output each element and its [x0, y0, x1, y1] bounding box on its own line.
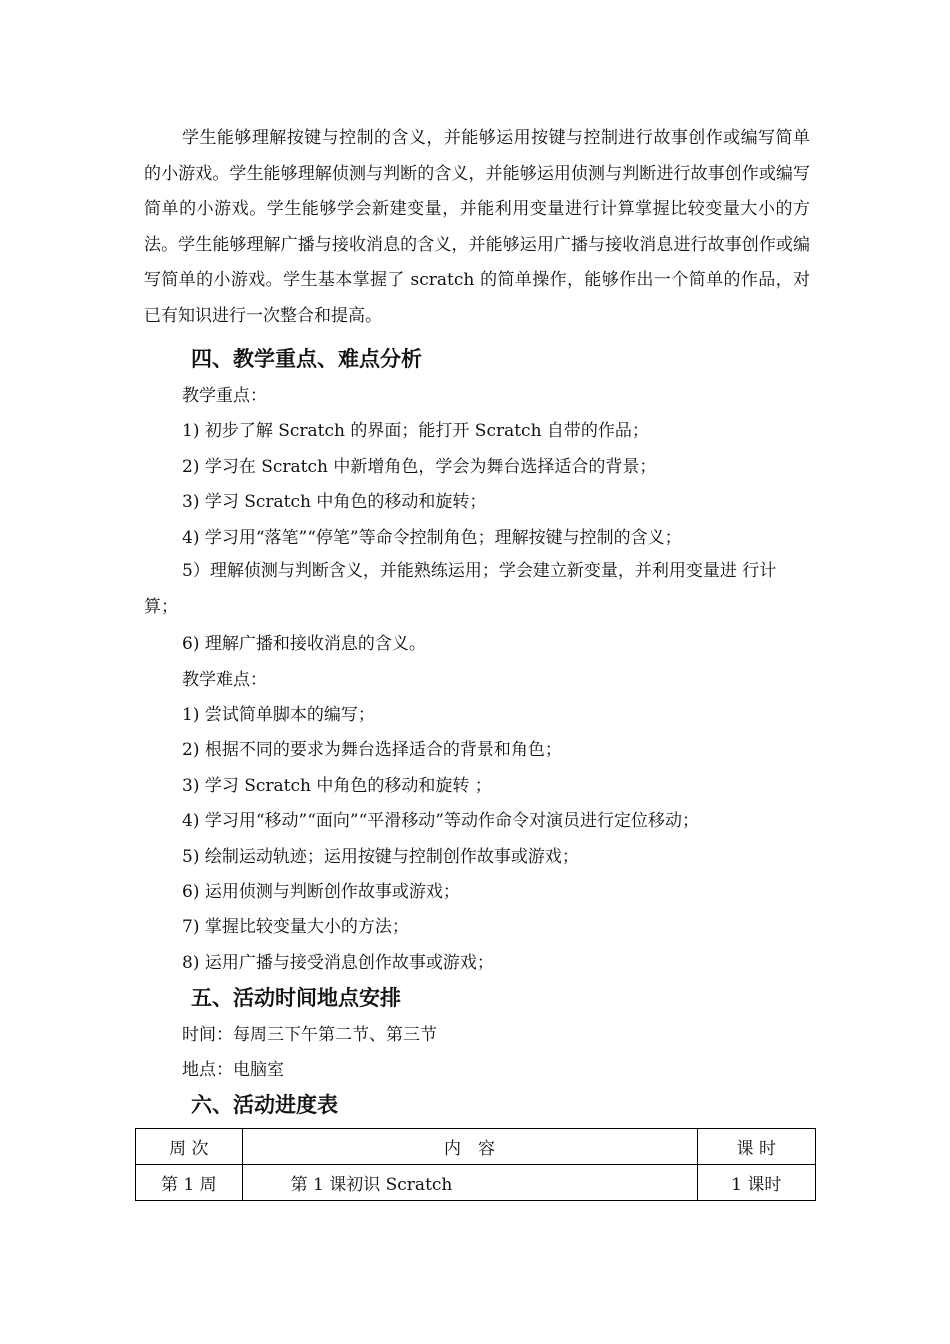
table-header-week: 周 次 — [136, 1129, 243, 1165]
difficult-point-item: 5) 绘制运动轨迹；运用按键与控制创作故事或游戏； — [182, 847, 579, 867]
table-header-hours: 课 时 — [697, 1129, 816, 1165]
difficult-point-item: 3) 学习 Scratch 中角色的移动和旋转 ； — [182, 776, 492, 796]
table-header-row — [136, 1129, 816, 1165]
key-points-label: 教学重点： — [182, 386, 267, 406]
difficult-point-item: 7) 掌握比较变量大小的方法； — [182, 917, 409, 937]
key-point-item: 1) 初步了解 Scratch 的界面；能打开 Scratch 自带的作品； — [182, 421, 649, 441]
difficult-point-item: 6) 运用侦测与判断创作故事或游戏； — [182, 882, 460, 902]
schedule-table — [135, 1128, 816, 1201]
table-cell-hours: 1 课时 — [697, 1165, 816, 1201]
section6-heading: 六、活动进度表 — [191, 1093, 338, 1117]
table-cell-week: 第 1 周 — [136, 1165, 243, 1201]
table-cell-content: 第 1 课初识 Scratch — [242, 1165, 697, 1201]
activity-time: 时间：每周三下午第二节、第三节 — [182, 1025, 437, 1045]
activity-place: 地点：电脑室 — [182, 1060, 284, 1080]
difficult-point-item: 2) 根据不同的要求为舞台选择适合的背景和角色； — [182, 740, 562, 760]
key-point-item: 2) 学习在 Scratch 中新增角色，学会为舞台选择适合的背景； — [182, 457, 657, 477]
key-point-item: 4) 学习用“落笔”“停笔”等命令控制角色；理解按键与控制的含义； — [182, 528, 682, 548]
table-header-content: 内 容 — [242, 1129, 697, 1165]
key-point-item: 5）理解侦测与判断含义，并能熟练运用；学会建立新变量，并利用变量进 行计算； — [144, 561, 777, 617]
section4-heading: 四、教学重点、难点分析 — [191, 347, 422, 371]
key-point-item: 6) 理解广播和接收消息的含义。 — [182, 634, 426, 654]
section5-heading: 五、活动时间地点安排 — [191, 986, 401, 1010]
difficult-point-item: 8) 运用广播与接受消息创作故事或游戏； — [182, 953, 494, 973]
intro-paragraph: 学生能够理解按键与控制的含义，并能够运用按键与控制进行故事创作或编写简单的小游戏。学生能够理解侦测与判断的含义，并能够运用侦测与判断进行故事创作或编写简单的小游戏。学生能够学会新建变量，并能利用变量进行计算掌握比较变量大小的方法。学生能够理解广播与接收消息的含义，并能够运用广播与接收消息进行故事创作或编写简单的小游戏。学生基本掌握了 scratch 的简单操作，能够作出一个简单的作品，对已有知识进行一次整合和提高。 — [144, 128, 810, 326]
difficult-point-item: 1) 尝试简单脚本的编写； — [182, 705, 375, 725]
difficult-points-label: 教学难点： — [182, 670, 267, 690]
key-point-item: 3) 学习 Scratch 中角色的移动和旋转； — [182, 492, 487, 512]
table-row — [136, 1165, 816, 1201]
difficult-point-item: 4) 学习用“移动”“面向”“平滑移动”等动作命令对演员进行定位移动； — [182, 811, 699, 831]
